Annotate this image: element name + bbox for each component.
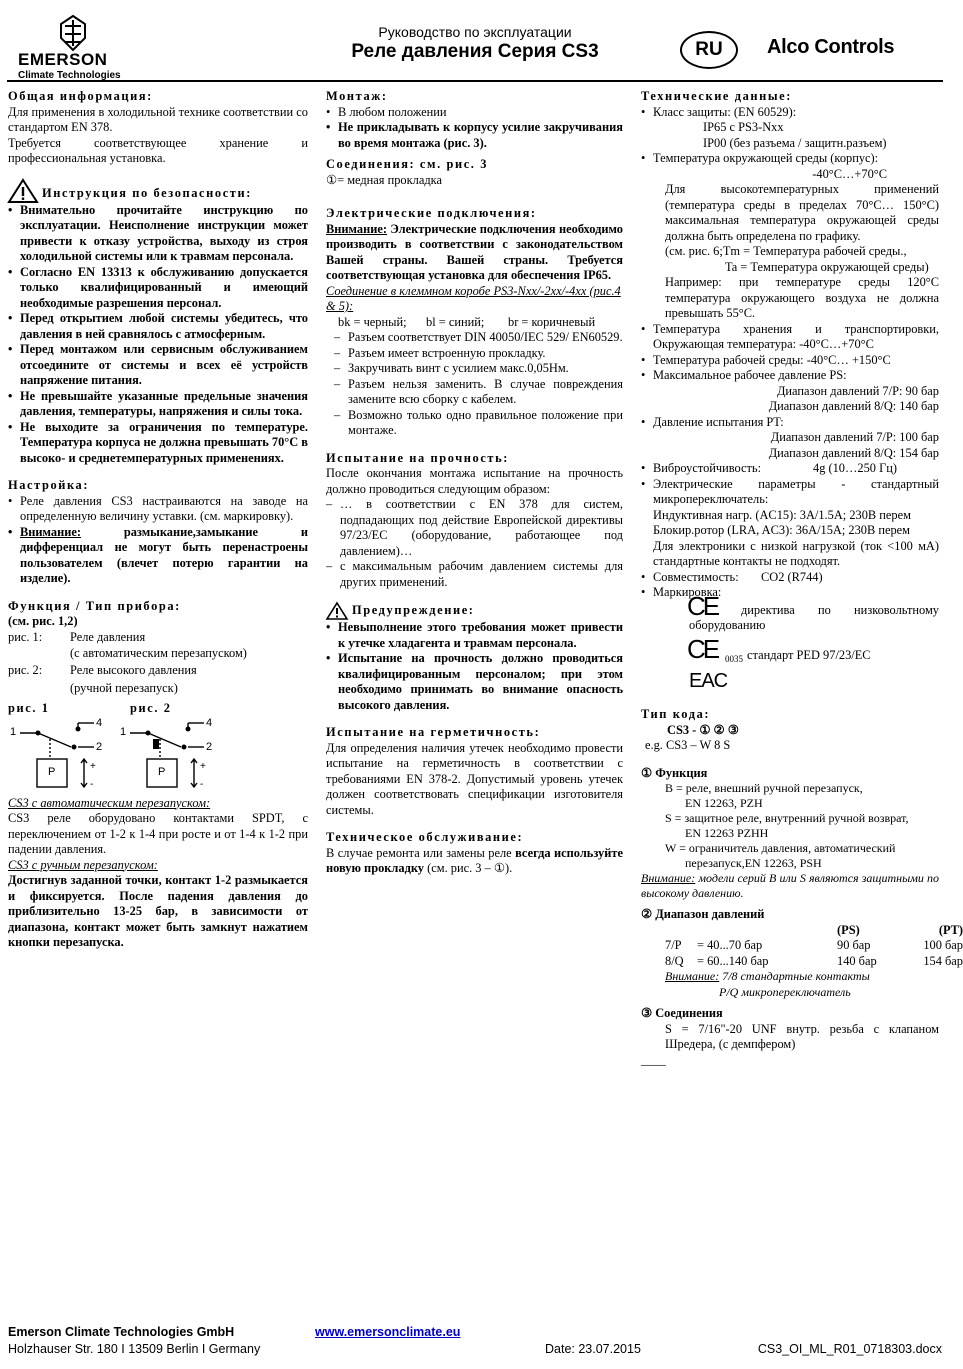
- range-table-header: [665, 922, 963, 939]
- list-item: • Не превышайте указанные предельные значения давления, температуры, напряжения и силы тока.: [8, 389, 308, 420]
- safety-heading-text: Инструкция по безопасности:: [42, 185, 252, 200]
- vibration-value: 4g (10…250 Гц): [813, 461, 897, 475]
- ce-block-2: [641, 633, 939, 668]
- list-item: • Согласно EN 13313 к обслуживанию допускается только квалифицированный и имеющий необходимые разрешения персонал.: [8, 265, 308, 312]
- list-item: – Разъем имеет встроенную прокладку.: [326, 346, 623, 362]
- setting-2-text: размыкание,замыкание и дифференциал не могут быть перенастроены пользователем (влечет потерю гарантии на изделие).: [20, 524, 308, 585]
- general-text-2: Требуется соответствующее хранение и профессиональная установка.: [8, 135, 308, 165]
- ambient-text-2: (см. рис. 6;Tm = Температура рабочей среды.,: [665, 244, 907, 258]
- list-item: – Разъем нельзя заменить. В случае повреждения замените всю сборку с кабелем.: [326, 377, 623, 408]
- range-note-2: P/Q микропереключатель: [719, 984, 851, 999]
- pt-header: (PT): [938, 922, 963, 937]
- general-text-1: Для применения в холодильной технике соответствии со стандартом EN 378.: [8, 104, 308, 134]
- end-line: ____: [641, 1052, 666, 1067]
- switch-diagrams: [8, 701, 308, 796]
- manual-text: Достигнув заданной точки, контакт 1-2 размыкается и фиксируется. После падения давления до приблизительно 13-25 бар, в зависимости от диапазона, контакт может быть замкнут нажатием кнопки перезапуска.: [8, 873, 308, 949]
- test-2: Диапазон давлений 8/Q: 154 бар: [768, 445, 939, 460]
- function-heading: Функция / Тип прибора:: [8, 598, 181, 613]
- code-example: e.g. CS3 – W 8 S: [645, 738, 731, 752]
- function-s: S = защитное реле, внутренний ручной возврат,: [665, 811, 909, 825]
- tech-list: [641, 105, 939, 601]
- attention-label: Внимание:: [20, 524, 81, 539]
- attention-label: Внимание:: [665, 969, 720, 983]
- range-code: 7/P: [665, 938, 682, 952]
- list-item: – Разъем соответствует DIN 40050/IEC 529/ EN60529.: [326, 330, 623, 346]
- fig2-pin-1: 1: [120, 725, 127, 738]
- brand-subtitle: Climate Technologies: [18, 70, 121, 81]
- marking-label: Маркировка:: [653, 585, 722, 599]
- electrical-list: [326, 330, 623, 439]
- fig2-p-box: P: [158, 765, 166, 778]
- range-table: [641, 922, 963, 1001]
- list-item: • Испытание на прочность должно проводиться квалифицированным персоналом; при этом необходимо принимать во внимание опасность высокого давления.: [326, 651, 623, 713]
- table-row: [665, 938, 963, 954]
- safety-list: [8, 203, 308, 467]
- ce-text-2: стандарт PED 97/23/EC: [747, 647, 871, 662]
- warning-icon: [8, 179, 38, 203]
- connections-text: ①= медная прокладка: [326, 172, 442, 187]
- eac-mark-icon: EAC: [689, 669, 728, 692]
- fig2-plus: +: [200, 760, 206, 772]
- fig1-label: рис. 1:: [8, 629, 43, 644]
- electrical-1: Индуктивная нагр. (AC15): 3A/1.5A; 230В перем: [653, 507, 911, 522]
- list-item: [641, 105, 939, 152]
- footer-company-block: [8, 1324, 260, 1358]
- protection-2: IP00 (без разъема / защитн.разъем): [703, 135, 887, 150]
- tightness-text: Для определения наличия утечек необходимо провести испытание на герметичность в соответствии с требованиями EN 378-2. Допустимый уровень утечек должен соответствовать спецификации изготовителя системы.: [326, 740, 623, 817]
- fig1-text-2: (с автоматическим перезапуском): [70, 646, 247, 660]
- footer-website-link[interactable]: www.emersonclimate.eu: [315, 1325, 461, 1339]
- fig1-pin-1: 1: [10, 725, 17, 738]
- code-pattern: CS3 - ① ② ③: [667, 722, 739, 737]
- fig1-text: Реле давления: [70, 629, 146, 644]
- list-item: • Невыполнение этого требования может привести к утечке хладагента и травмам персонала.: [326, 620, 623, 651]
- footer-document-id: CS3_OI_ML_R01_0718303.docx: [757, 1342, 942, 1356]
- connection-code-s: S = 7/16"-20 UNF внутр. резьба с клапаном Шредера, (с демпфером): [665, 1021, 939, 1051]
- mop-1: Диапазон давлений 7/P: 90 бар: [776, 383, 939, 398]
- ambient-temp: • Температура окружающей среды (корпус):: [653, 151, 879, 165]
- range-heading: ② Диапазон давлений: [641, 907, 765, 921]
- footer-company: Emerson Climate Technologies GmbH: [8, 1325, 235, 1339]
- column-2: [326, 89, 623, 877]
- list-item: • Не выходите за ограничения по температуре. Температура корпуса не должна превышать 70°C в высоко- и среднетемпературных применениях.: [8, 420, 308, 467]
- fig2-label: рис. 2:: [8, 662, 43, 677]
- title-line-1: Руководство по эксплуатации: [378, 24, 572, 40]
- fig1-row: [8, 630, 308, 646]
- function-note: [641, 871, 939, 901]
- list-item: • Перед монтажом или сервисным обслуживанием отсоедините от системы и всех её устройств напряжение питания.: [8, 342, 308, 389]
- list-item: • В любом положении: [326, 105, 623, 121]
- fig1-title: рис. 1: [8, 700, 50, 715]
- compat-value: CO2 (R744): [761, 569, 823, 584]
- protection-1: IP65 с PS3-Nxx: [703, 120, 784, 134]
- fig2-pin-2: 2: [206, 740, 213, 753]
- fig2-row: [8, 663, 308, 679]
- list-item: • Температура рабочей среды: -40°C… +150°C: [641, 353, 939, 369]
- emerson-logo: [18, 14, 128, 81]
- ambient-text-3: Ta = Температура окружающей среды): [725, 259, 929, 274]
- electrical-body: Электрические подключения необходимо производить в соответствии с законодательством Вашей страны. Вашей страны. Требуется соответствующая установка для обеспечения IP65.: [326, 221, 623, 282]
- emerson-logo-icon: [53, 14, 93, 52]
- list-item: [641, 570, 939, 586]
- fig1-minus: -: [90, 778, 94, 790]
- list-item: [641, 461, 939, 477]
- language-badge: RU: [680, 31, 738, 69]
- footer-date: Date: 23.07.2015: [545, 1342, 641, 1356]
- maintenance-heading: Техническое обслуживание:: [326, 830, 524, 844]
- mount-heading: Монтаж:: [326, 89, 388, 103]
- fig1-p-box: P: [48, 765, 56, 778]
- title-line-2: Реле давления Серия CS3: [351, 41, 599, 62]
- tightness-heading: Испытание на герметичность:: [326, 725, 541, 739]
- list-item: [641, 415, 939, 462]
- tech-heading: Технические данные:: [641, 89, 792, 103]
- fig2-text: Реле высокого давления: [70, 662, 197, 677]
- ce-text-1: директива по низковольтному оборудованию: [689, 602, 939, 632]
- range-ps: 90 бар: [837, 938, 871, 952]
- maintenance-text-3: (см. рис. 3 – ①).: [427, 861, 513, 875]
- safety-heading: [8, 179, 308, 203]
- code-heading: Тип кода:: [641, 707, 711, 721]
- setting-heading: Настройка:: [8, 478, 90, 492]
- list-item: • Внимательно прочитайте инструкцию по эксплуатации. Неисполнение инструкции может привести к отказу устройства, выходу из строя холодильной системы или к травмам персонала.: [8, 203, 308, 265]
- auto-text: CS3 реле оборудовано контактами SPDT, с переключением от 1-2 к 1-4 при росте и от 1-4 к 1-2 при падении давления.: [8, 811, 308, 856]
- switch-diagram-svg: [8, 715, 308, 795]
- range-span: = 40...70 бар: [697, 938, 763, 952]
- ambient-text-4: Например: при температуре среды 120°C температура окружающего воздуха не должна превышать 55°C.: [665, 275, 939, 320]
- function-code-heading: ① Функция: [641, 765, 708, 780]
- strength-heading: Испытание на прочность:: [326, 450, 509, 465]
- fig1-pin-2: 2: [96, 740, 103, 753]
- table-row: [665, 953, 963, 970]
- ps-header: (PS): [837, 922, 860, 937]
- warning-list: [326, 620, 623, 713]
- range-span: = 60...140 бар: [697, 953, 769, 968]
- list-item: [641, 477, 939, 570]
- list-item: [641, 585, 939, 601]
- list-item: [641, 151, 939, 322]
- mop-label: • Максимальное рабочее давление PS:: [653, 368, 847, 382]
- function-codes: [641, 781, 939, 871]
- strength-list: [326, 497, 623, 590]
- ambient-text: Для высокотемпературных применений (температура среды в пределах 70°C… 150°C) максимальная температура окружающей среды должна быть определена по графику.: [665, 182, 939, 243]
- list-item: – Закручивать винт с усилием макс.0,05Нм.: [326, 361, 623, 377]
- wire-br: br = коричневый: [508, 314, 596, 329]
- function-w-2: перезапуск,EN 12263, PSH: [685, 856, 822, 870]
- maintenance-text-1: В случае ремонта или замены реле: [326, 845, 512, 860]
- setting-list: [8, 494, 308, 587]
- list-item: – Возможно только одно правильное положение при монтаже.: [326, 408, 623, 439]
- wire-colors: [326, 315, 623, 331]
- electrical-2: Блокир.ротор (LRA, AC3): 36A/15A; 230В перем: [653, 523, 911, 537]
- general-heading: Общая информация:: [8, 89, 153, 103]
- ambient-range: -40°C…+70°C: [812, 166, 887, 181]
- column-3: [641, 89, 963, 1068]
- page-header: [0, 0, 950, 84]
- range-code: 8/Q: [665, 953, 684, 968]
- function-b: B = реле, внешний ручной перезапуск,: [665, 781, 863, 795]
- maintenance-text-2: всегда используйте новую прокладку: [326, 845, 623, 875]
- electrical-3: Для электроники с низкой нагрузкой (ток <100 мА) стандартные контакты не подходят.: [653, 538, 939, 568]
- fig1-plus: +: [90, 760, 96, 772]
- list-item: • Реле давления CS3 настраиваются на заводе на определенную величину уставки. (см. маркировку).: [8, 494, 308, 525]
- fig2-pin-4: 4: [206, 716, 213, 729]
- ce-mark-icon: CE: [687, 590, 718, 621]
- range-pt: 100 бар: [923, 938, 963, 952]
- function-w: W = ограничитель давления, автоматический: [665, 841, 896, 855]
- protection-class: • Класс защиты: (EN 60529):: [653, 104, 797, 119]
- list-item: [8, 525, 308, 587]
- auto-heading: CS3 с автоматическим перезапуском:: [8, 795, 211, 810]
- function-ref: (см. рис. 1,2): [8, 614, 78, 628]
- connection-code-heading: ③ Соединения: [641, 1006, 723, 1020]
- fig1-pin-4: 4: [96, 716, 103, 729]
- connections-heading: Соединения: см. рис. 3: [326, 157, 488, 171]
- electrical-text: [326, 222, 623, 284]
- header-rule: [7, 80, 943, 82]
- footer-address: Holzhauser Str. 180 I 13509 Berlin I Germany: [8, 1342, 261, 1356]
- list-item: • Температура хранения и транспортировки, Окружающая температура: -40°C…+70°C: [641, 322, 939, 353]
- list-item: [641, 368, 939, 415]
- electrical-params: • Электрические параметры - стандартный микропереключатель:: [653, 476, 939, 506]
- list-item: • Перед открытием любой системы убедитесь, что давления в ней сравнялось с атмосферным.: [8, 311, 308, 342]
- wire-bk: bk = черный;: [338, 314, 407, 329]
- alco-controls-logo: Alco Controls: [767, 36, 895, 58]
- attention-label: Внимание:: [641, 871, 696, 885]
- document-title: [300, 24, 650, 63]
- electrical-heading: Электрические подключения:: [326, 206, 537, 220]
- warning-icon: [326, 602, 348, 620]
- wire-bl: bl = синий;: [426, 314, 485, 329]
- list-item: – … в соответствии с EN 378 для систем, подпадающих под действие Европейской директивы 97/23/EC (оборудование, работающее под давлением)…: [326, 497, 623, 559]
- fig2-title: рис. 2: [130, 700, 172, 715]
- maintenance-text: [326, 846, 623, 877]
- column-1: [8, 89, 308, 951]
- list-item: – с максимальным рабочим давлением системы для других применений.: [326, 559, 623, 590]
- ce-number: 0035: [725, 653, 743, 664]
- brand-name: EMERSON: [18, 50, 108, 69]
- warning-heading: [326, 602, 623, 620]
- vibration-label: Виброустойчивость:: [653, 461, 762, 475]
- test-label: • Давление испытания PT:: [653, 414, 784, 429]
- range-note: [665, 969, 939, 985]
- ce-mark-icon: CE: [687, 633, 718, 664]
- compat-label: Совместимость:: [653, 569, 739, 584]
- strength-text: После окончания монтажа испытание на прочность должно проводиться следующим образом:: [326, 466, 623, 496]
- test-1: Диапазон давлений 7/P: 100 бар: [770, 430, 939, 444]
- manual-heading: CS3 с ручным перезапуском:: [8, 857, 158, 872]
- function-note-text: модели серий B или S являются защитными по высокому давлению.: [641, 871, 939, 900]
- warning-heading-text: Предупреждение:: [352, 603, 475, 617]
- fig2-text-2: (ручной перезапуск): [70, 681, 178, 695]
- fig2-minus: -: [200, 778, 204, 790]
- mount-list: [326, 105, 623, 152]
- range-note-1: 7/8 стандартные контакты: [722, 969, 870, 983]
- attention-label: Внимание:: [326, 221, 387, 236]
- range-pt: 154 бар: [923, 953, 963, 968]
- range-ps: 140 бар: [837, 953, 877, 968]
- function-b-2: EN 12263, PZH: [685, 796, 763, 810]
- mop-2: Диапазон давлений 8/Q: 140 бар: [768, 399, 939, 413]
- function-s-2: EN 12263 PZHH: [685, 826, 769, 840]
- list-item: • Не прикладывать к корпусу усилие закручивания во время монтажа (рис. 3).: [326, 120, 623, 151]
- terminal-box-text: Соединение в клеммном коробе PS3-Nxx/-2xx/-4xx (рис.4 & 5):: [326, 283, 621, 313]
